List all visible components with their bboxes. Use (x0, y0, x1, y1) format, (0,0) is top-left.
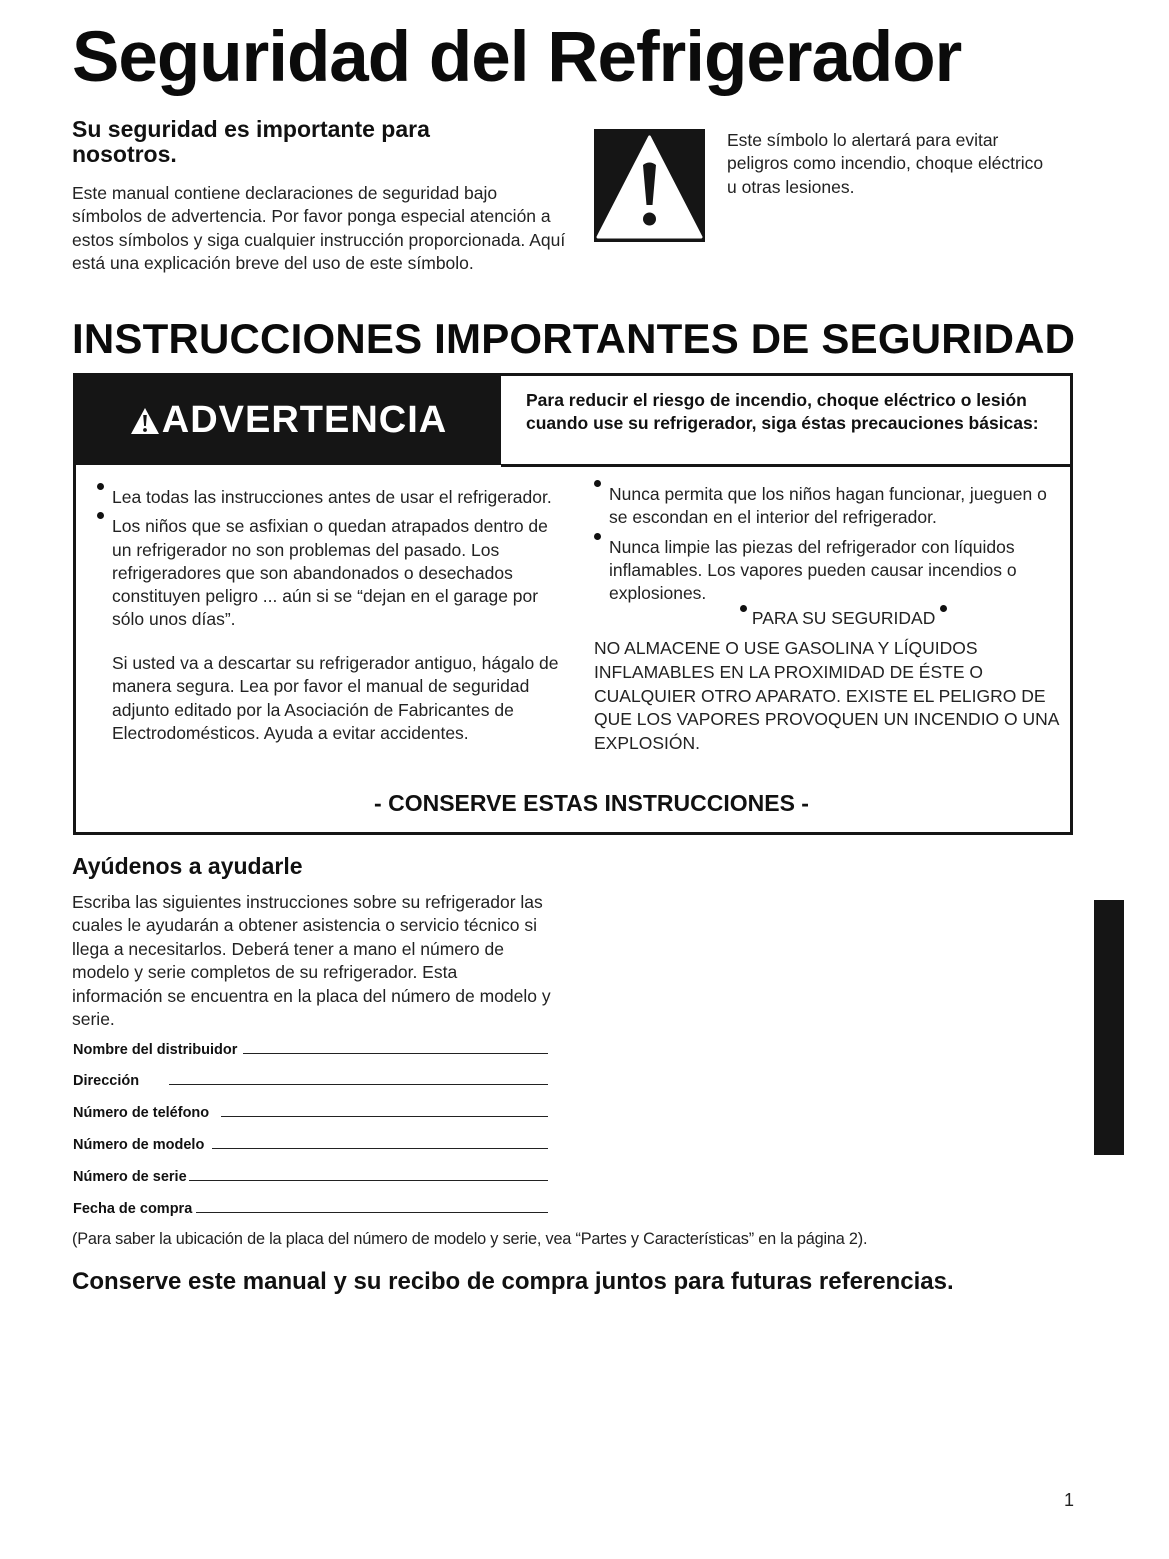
field-label: Número de modelo (73, 1137, 205, 1153)
list-item: Los niños que se asfixian o quedan atrapados dentro de un refrigerador no son problemas del pasado. Los refrigeradores que son abandonados o desechados constituyen peligro ... aún si se “dejan en el garage por sólo unos días”. (112, 515, 562, 631)
section-tab-marker (1094, 900, 1124, 1155)
warning-label-text: ADVERTENCIA (161, 399, 448, 441)
fill-line (196, 1212, 548, 1213)
warning-label (76, 376, 501, 465)
help-heading: Ayúdenos a ayudarle (72, 853, 303, 879)
warning-intro: Para reducir el riesgo de incendio, choque eléctrico o lesión cuando use su refrigerador, siga éstas precauciones básicas: (526, 390, 1039, 433)
conserve-instructions: - CONSERVE ESTAS INSTRUCCIONES - (374, 790, 809, 816)
bullet-dot (940, 605, 947, 612)
warning-small-icon (130, 406, 160, 436)
field-label: Número de teléfono (73, 1105, 210, 1121)
page-number: 1 (1064, 1490, 1075, 1510)
safety-label-text: PARA SU SEGURIDAD (751, 608, 936, 628)
purchase-date-field[interactable] (73, 1195, 548, 1217)
keep-manual-note: Conserve este manual y su recibo de compra juntos para futuras referencias. (72, 1268, 954, 1295)
warning-triangle-icon (594, 129, 705, 242)
fill-line (221, 1116, 548, 1117)
list-item: Nunca permita que los niños hagan funcionar, jueguen o se escondan en el interior del refrigerador. (609, 483, 1069, 530)
field-label: Nombre del distribuidor (73, 1042, 238, 1058)
fill-line (169, 1084, 548, 1085)
warning-divider (501, 464, 1070, 467)
address-field[interactable] (73, 1067, 548, 1089)
warning-left-list (112, 486, 562, 632)
phone-number-field[interactable] (73, 1099, 548, 1121)
field-label: Número de serie (73, 1169, 187, 1185)
symbol-description: Este símbolo lo alertará para evitar peligros como incendio, choque eléctrico u otras lesiones. (727, 130, 1044, 197)
bullet-dot (740, 605, 747, 612)
discard-paragraph: Si usted va a descartar su refrigerador antiguo, hágalo de manera segura. Lea por favor el manual de seguridad adjunto editado por la Asociación de Fabricantes de Electrodomésticos. Ayuda a evitar accidentes. (112, 653, 559, 743)
field-label: Fecha de compra (73, 1201, 193, 1217)
safety-label (740, 607, 947, 630)
serial-number-field[interactable] (73, 1163, 548, 1185)
help-body: Escriba las siguientes instrucciones sobre su refrigerador las cuales le ayudarán a obtener asistencia o servicio técnico si llega a necesitarlos. Deberá tener a mano el número de modelo y serie completos de su refrigerador. Esta información se encuentra en la placa del número de modelo y serie. (72, 892, 551, 1030)
dealer-name-field[interactable] (73, 1036, 548, 1058)
page-title: Seguridad del Refrigerador (72, 18, 962, 97)
field-label: Dirección (73, 1073, 140, 1089)
fill-line (243, 1053, 548, 1054)
fill-line (189, 1180, 548, 1181)
list-item: Lea todas las instrucciones antes de usar el refrigerador. (112, 486, 562, 509)
warning-right-list (609, 483, 1069, 605)
safety-intro-heading: Su seguridad es importante para nosotros. (72, 116, 430, 167)
safety-intro-body: Este manual contiene declaraciones de seguridad bajo símbolos de advertencia. Por favor ponga especial atención a estos símbolos y siga cualquier instrucción proporcionada. Aquí está una explicación breve del uso de este símbolo. (72, 183, 566, 274)
fill-line (212, 1148, 548, 1149)
gasoline-warning: NO ALMACENE O USE GASOLINA Y LÍQUIDOS INFLAMABLES EN LA PROXIMIDAD DE ÉSTE O CUALQUIER OTRO APARATO. EXISTE EL PELIGRO DE QUE LOS VAPORES PROVOQUEN UN INCENDIO O UNA EXPLOSIÓN. (594, 638, 1059, 754)
model-number-field[interactable] (73, 1131, 548, 1153)
plate-location-note: (Para saber la ubicación de la placa del número de modelo y serie, vea “Partes y Características” en la página 2). (72, 1230, 868, 1248)
important-heading: INSTRUCCIONES IMPORTANTES DE SEGURIDAD (72, 315, 1076, 362)
list-item: Nunca limpie las piezas del refrigerador con líquidos inflamables. Los vapores pueden causar incendios o explosiones. (609, 536, 1069, 606)
